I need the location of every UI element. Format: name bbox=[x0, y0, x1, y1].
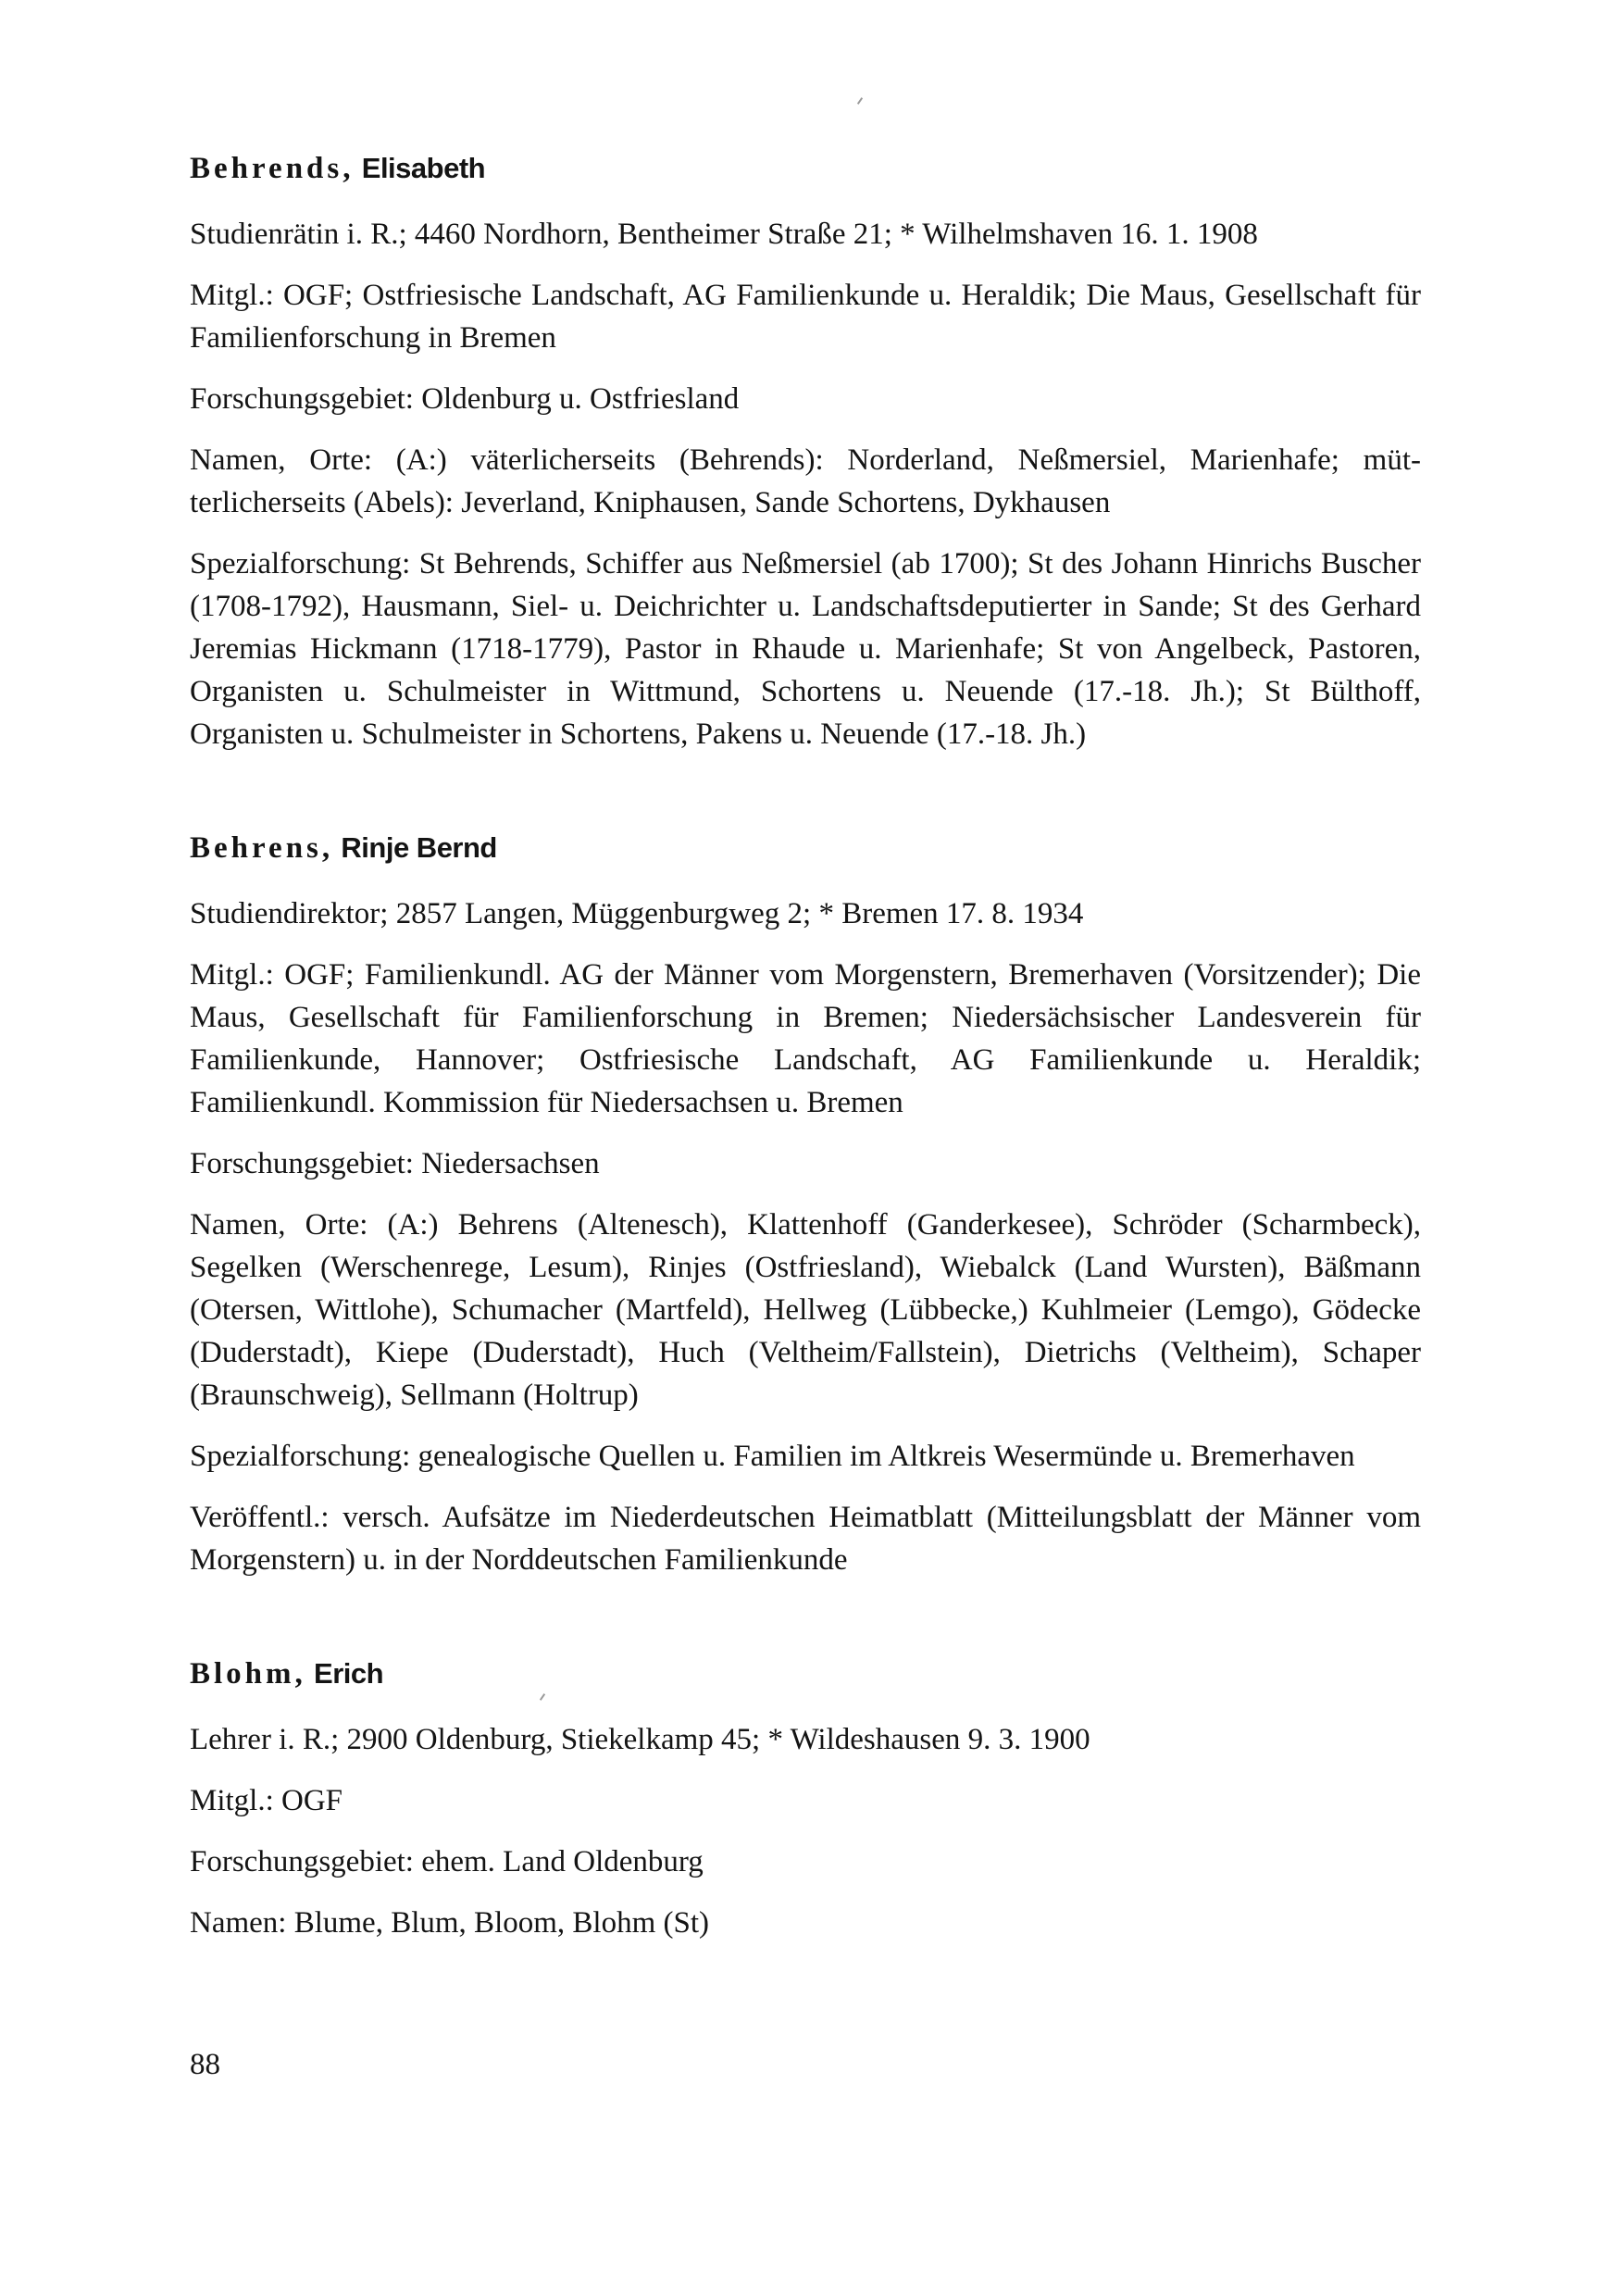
entry-behrends-elisabeth bbox=[190, 148, 1421, 755]
entry-name-separator: , bbox=[294, 1657, 306, 1691]
entry-surname: Behrens bbox=[190, 831, 322, 865]
entry-given-name: Elisabeth bbox=[361, 152, 486, 184]
entry-names: Namen: Blume, Blum, Bloom, Blohm (St) bbox=[190, 1906, 709, 1940]
entry-given-name: Rinje Bernd bbox=[341, 831, 497, 864]
entry-behrens-rinje-bernd bbox=[190, 828, 1421, 1581]
entry-occupation-address: Studienrätin i. R.; 4460 Nordhorn, Bentheimer Straße 21; * Wilhelmshaven 16. 1. 1908 bbox=[190, 218, 1258, 251]
entry-research-area: Forschungsgebiet: ehem. Land Oldenburg bbox=[190, 1845, 704, 1878]
page-number: 88 bbox=[190, 2048, 220, 2081]
entry-name-separator: , bbox=[343, 152, 355, 185]
entry-names-places: Namen, Orte: (A:) väterlicherseits (Behrends): Norderland, Neßmersiel, Marienhafe; mütterlicherseits (Abels): Jeverland, Kniphausen, Sande Schortens, Dykhausen bbox=[190, 443, 1421, 519]
entry-special-research: Spezialforschung: genealogische Quellen u. Familien im Altkreis Wesermünde u. Bremerhaven bbox=[190, 1440, 1355, 1473]
entry-heading bbox=[190, 148, 1421, 189]
entry-heading bbox=[190, 1653, 1421, 1694]
entry-special-research: Spezialforschung: St Behrends, Schiffer aus Neßmersiel (ab 1700); St des Johann Hinrichs Buscher (1708-1792), Hausmann, Siel- u. Deichrichter u. Landschaftsdeputierter in Sande; St des Gerhard Jeremias Hickmann (1718-1779), Pastor in Rhaude u. Marienhafe; St von Angelbeck, Pastoren, Organisten u. Schulmeister in Wittmund, Schortens u. Neuende (17.-18. Jh.); St Bülthoff, Organisten u. Schulmeister in Schortens, Pakens u. Neuende (17.-18. Jh.) bbox=[190, 547, 1421, 751]
entry-research-area: Forschungsgebiet: Niedersachsen bbox=[190, 1147, 600, 1180]
entry-blohm-erich bbox=[190, 1653, 1421, 1944]
directory-entries bbox=[190, 148, 1421, 2016]
entry-surname: Behrends bbox=[190, 152, 343, 185]
entry-name-separator: , bbox=[321, 831, 334, 865]
entry-research-area: Forschungsgebiet: Oldenburg u. Ostfriesland bbox=[190, 382, 740, 416]
entry-heading bbox=[190, 828, 1421, 868]
entry-memberships: Mitgl.: OGF; Ostfriesische Landschaft, AG Familienkunde u. Heraldik; Die Maus, Gesellschaft für Familienforschung in Bremen bbox=[190, 279, 1421, 355]
entry-names-places: Namen, Orte: (A:) Behrens (Altenesch), Klattenhoff (Ganderkesee), Schröder (Scharmbeck), Segelken (Werschenrege, Lesum), Rinjes (Ostfriesland), Wiebalck (Land Wursten), Bäßmann (Otersen, Wittlohe), Schumacher (Martfeld), Hellweg (Lübbecke,) Kuhlmeier (Lemgo), Gödecke (Duderstadt), Kiepe (Duderstadt), Huch (Veltheim/Fallstein), Dietrichs (Veltheim), Schaper (Braunschweig), Sellmann (Holtrup) bbox=[190, 1208, 1421, 1412]
entry-memberships: Mitgl.: OGF bbox=[190, 1784, 343, 1817]
entry-memberships: Mitgl.: OGF; Familienkundl. AG der Männer vom Morgenstern, Bremerhaven (Vorsitzender); Die Maus, Gesellschaft für Familienforschung in Bremen; Niedersächsischer Landesverein für Familienkunde, Hannover; Ostfriesische Landschaft, AG Familienkunde u. Heraldik; Familienkundl. Kommission für Niedersachsen u. Bremen bbox=[190, 958, 1421, 1119]
entry-given-name: Erich bbox=[314, 1657, 384, 1690]
entry-publications: Veröffentl.: versch. Aufsätze im Niederdeutschen Heimatblatt (Mitteilungsblatt der Männer vom Morgenstern) u. in der Norddeutschen Familienkunde bbox=[190, 1501, 1421, 1577]
entry-occupation-address: Lehrer i. R.; 2900 Oldenburg, Stiekelkamp 45; * Wildeshausen 9. 3. 1900 bbox=[190, 1723, 1090, 1756]
scan-speck bbox=[857, 97, 863, 105]
entry-surname: Blohm bbox=[190, 1657, 295, 1691]
entry-occupation-address: Studiendirektor; 2857 Langen, Müggenburgweg 2; * Bremen 17. 8. 1934 bbox=[190, 897, 1084, 930]
